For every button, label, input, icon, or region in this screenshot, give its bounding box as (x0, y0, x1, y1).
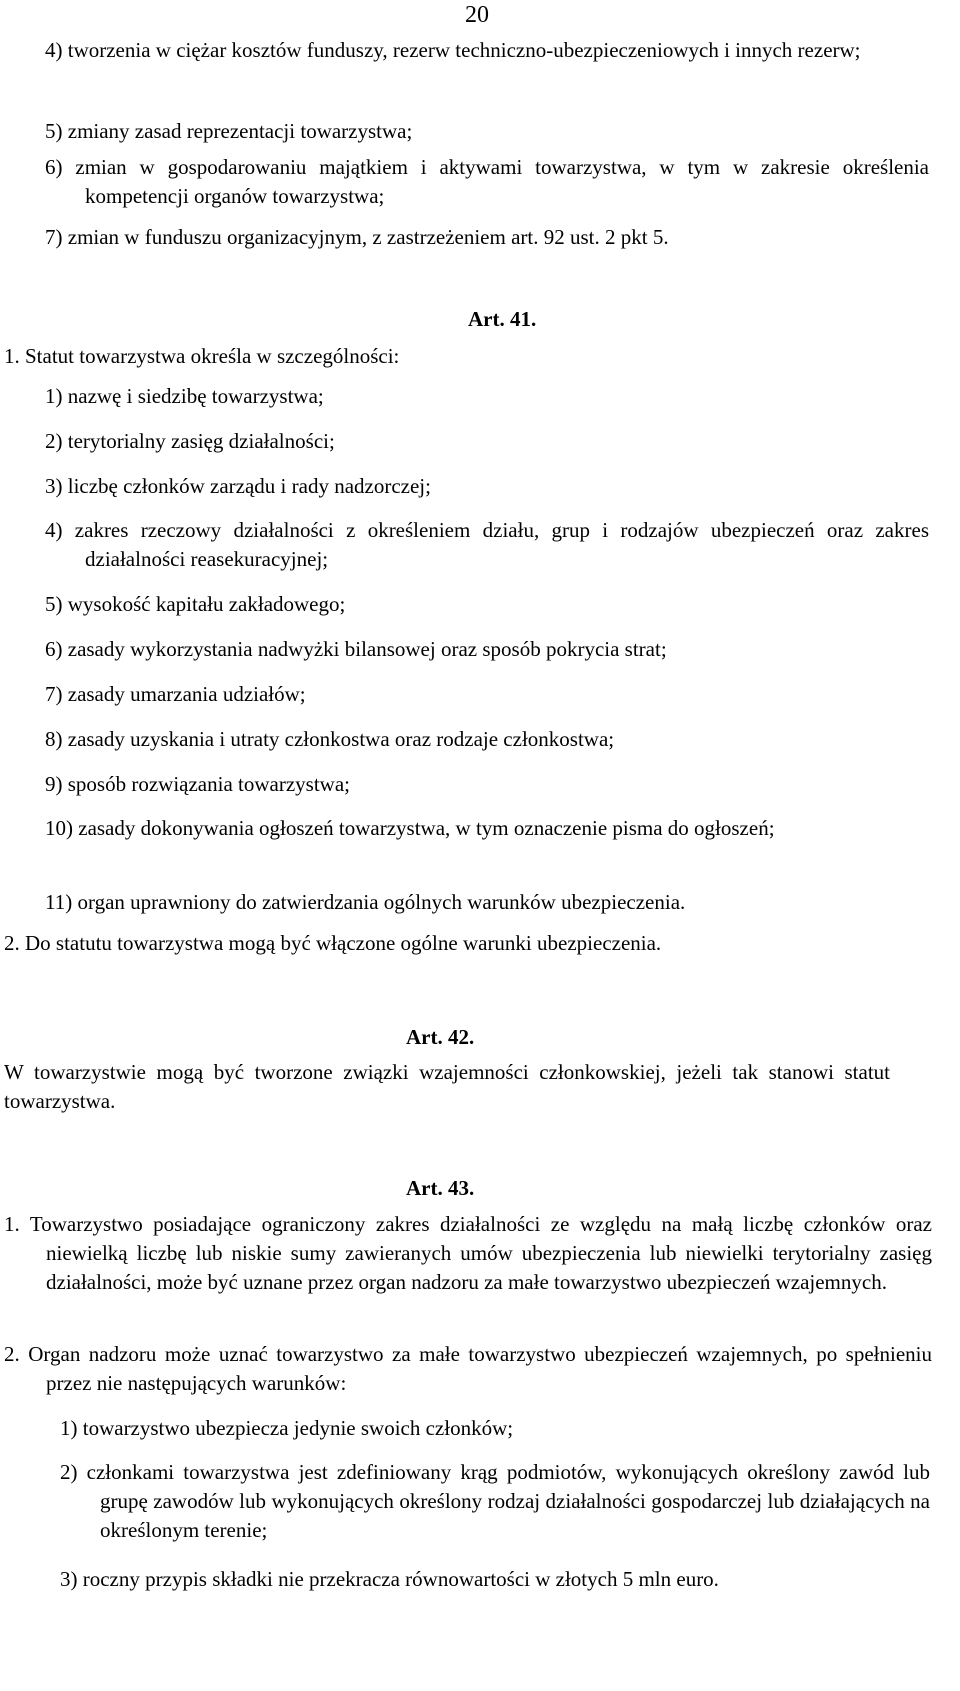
art-41-item-6: 6) zasady wykorzystania nadwyżki bilansowej oraz sposób pokrycia strat; (45, 637, 667, 661)
art-41-item-3: 3) liczbę członków zarządu i rady nadzorczej; (45, 474, 431, 498)
art-41-item-10: 10) zasady dokonywania ogłoszeń towarzystwa, w tym oznaczenie pisma do ogłoszeń; (45, 816, 775, 840)
page-number: 20 (465, 2, 489, 28)
art-43-item-1: 1) towarzystwo ubezpiecza jedynie swoich członków; (60, 1416, 514, 1440)
intro-item-7: 7) zmian w funduszu organizacyjnym, z zastrzeżeniem art. 92 ust. 2 pkt 5. (45, 225, 669, 249)
art-41-item-2: 2) terytorialny zasięg działalności; (45, 429, 335, 453)
art-41-item-9: 9) sposób rozwiązania towarzystwa; (45, 772, 350, 796)
art-43-para-1: 1. Towarzystwo posiadające ograniczony zakres działalności ze względu na małą liczbę członków oraz niewielką liczbę lub niskie sumy zawieranych umów ubezpieczenia lub niewielki terytorialny zasięg działalności, może być uznane przez organ nadzoru za małe towarzystwo ubezpieczeń wzajemnych. (4, 1212, 932, 1294)
art-41-item-5: 5) wysokość kapitału zakładowego; (45, 592, 346, 616)
art-42-heading: Art. 42. (406, 1025, 475, 1049)
intro-item-4: 4) tworzenia w ciężar kosztów funduszy, rezerw techniczno-ubezpieczeniowych i innych rezerw; (45, 38, 861, 62)
art-41-item-4: 4) zakres rzeczowy działalności z określeniem działu, grup i rodzajów ubezpieczeń oraz zakres działalności reasekuracyjnej; (45, 518, 929, 571)
art-43-heading: Art. 43. (406, 1176, 475, 1200)
intro-item-6: 6) zmian w gospodarowaniu majątkiem i aktywami towarzystwa, w tym w zakresie określenia kompetencji organów towarzystwa; (45, 155, 929, 208)
art-43-item-2: 2) członkami towarzystwa jest zdefiniowany krąg podmiotów, wykonujących określony zawód lub grupę zawodów lub wykonujących określony rodzaj działalności gospodarczej lub działających na określonym terenie; (60, 1460, 930, 1542)
art-42-text: W towarzystwie mogą być tworzone związki wzajemności członkowskiej, jeżeli tak stanowi statut towarzystwa. (4, 1060, 890, 1113)
intro-item-5: 5) zmiany zasad reprezentacji towarzystwa; (45, 119, 413, 143)
art-41-para-2: 2. Do statutu towarzystwa mogą być włączone ogólne warunki ubezpieczenia. (4, 931, 662, 955)
art-41-para-1: 1. Statut towarzystwa określa w szczególności: (4, 344, 400, 368)
art-41-item-7: 7) zasady umarzania udziałów; (45, 682, 306, 706)
art-43-para-2: 2. Organ nadzoru może uznać towarzystwo za małe towarzystwo ubezpieczeń wzajemnych, po spełnieniu przez nie następujących warunków: (4, 1342, 932, 1395)
art-41-item-8: 8) zasady uzyskania i utraty członkostwa oraz rodzaje członkostwa; (45, 727, 615, 751)
art-43-item-3: 3) roczny przypis składki nie przekracza równowartości w złotych 5 mln euro. (60, 1567, 719, 1591)
art-41-item-11: 11) organ uprawniony do zatwierdzania ogólnych warunków ubezpieczenia. (45, 890, 686, 914)
art-41-item-1: 1) nazwę i siedzibę towarzystwa; (45, 384, 324, 408)
art-41-heading: Art. 41. (468, 307, 537, 331)
